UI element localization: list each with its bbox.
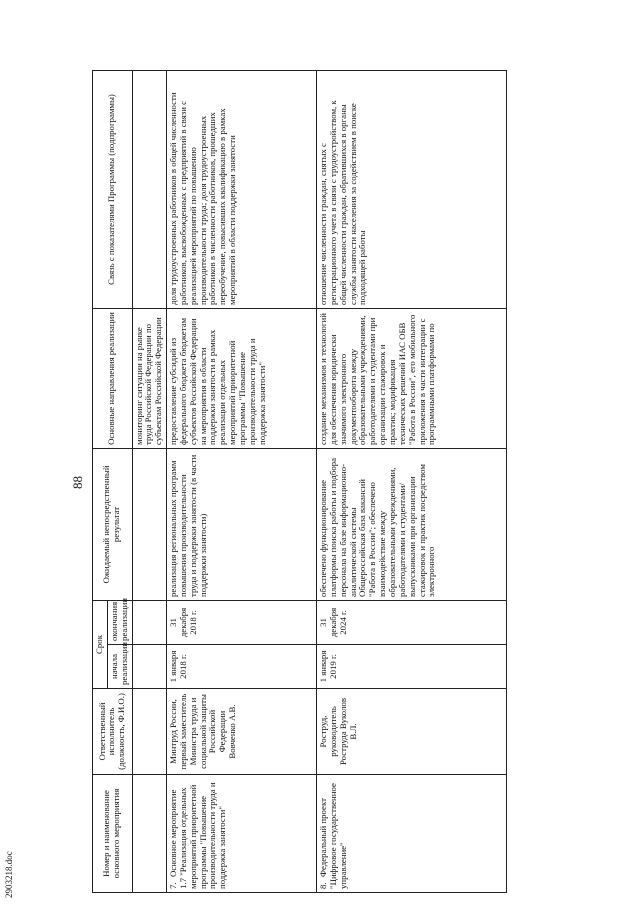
- table-row: [167, 70, 317, 892]
- header-period: Срок: [93, 600, 108, 688]
- row-result: обеспечено функционирование платформы поиска работы и подбора персонала на базе информационно-аналитической системы Общероссийская база вакансий "Работа в России"; обеспечено взаимодействие между образовательными учреждениями, работодателями и студентами/выпускниками при организации стажировок и практик посредством электронного: [317, 448, 507, 600]
- row-end: 31 декабря 2018 г.: [167, 600, 317, 644]
- table-row: [317, 70, 507, 892]
- row-directions: предоставление субсидий из федерального бюджета бюджетам субъектов Российской Федерации на мероприятия в области поддержки занятости в рамках реализации отдельных мероприятий приоритетной программы "Повышение производительности труда и поддержка занятости": [167, 308, 317, 448]
- table-header-row: [93, 70, 108, 892]
- header-directions: Основные направления реализации: [93, 308, 133, 448]
- row-name: Основное мероприятие 1.7 "Реализация отдельных мероприятий приоритетной программы "Повышение производительности труда и поддержка занятости": [168, 782, 228, 889]
- row-start: 1 января 2019 г.: [317, 645, 507, 689]
- row-link: доля трудоустроенных работников в общей численности работников, высвобожденных с предприятий в связи с реализацией мероприятий по повышению производительности труда; доля трудоустроенных работников в численности работников, прошедших переобучение, повысивших квалификацию в рамках мероприятий в области поддержки занятости: [167, 70, 317, 308]
- row-end: 31 декабря 2024 г.: [317, 600, 507, 644]
- header-result: Ожидаемый непосредственный результат: [93, 448, 133, 600]
- row-responsible: Роструд, руководитель Роструда Вуколов В.Л.: [317, 689, 507, 775]
- row-result: реализация региональных программ повышения производительности труда и поддержки занятости (в части поддержки занятости): [167, 448, 317, 600]
- header-start: начала реализации: [107, 645, 132, 689]
- row-number: 7.: [168, 882, 179, 889]
- header-link: Связь с показателями Программы (подпрограммы): [93, 70, 133, 308]
- row-directions: создание механизмов и технологий для обеспечения юридически значимого электронного документооборота между образовательными учреждениями, работодателями и студентами при организации стажировок и практик; модификация технических решений ИАС ОБВ "Работа в России", его мобильного приложения в части интеграции с программными платформами по: [317, 308, 507, 448]
- row-name: Федеральный проект "Цифровое государственное управление": [318, 783, 348, 889]
- continuation-directions: мониторинг ситуации на рынке труда Российской Федерации по субъектам Российской Федерации: [132, 308, 167, 448]
- row-number-name: [317, 775, 507, 893]
- program-activities-table: [92, 70, 507, 893]
- document-code: 2903218.doc: [4, 851, 14, 898]
- header-responsible: Ответственный исполнитель (должность, Ф.И.О.): [93, 689, 133, 775]
- header-number-name: Номер и наименование основного мероприятия: [93, 775, 133, 893]
- row-number-name: [167, 775, 317, 893]
- row-responsible: Минтруд России, первый заместитель Министра труда и социальной защиты Российской Федерации Вовченко А.В.: [167, 689, 317, 775]
- row-number: 8.: [318, 882, 329, 889]
- page-number: 88: [70, 476, 85, 489]
- row-start: 1 января 2018 г.: [167, 645, 317, 689]
- rotated-page: [60, 60, 640, 905]
- header-end: окончания реализации: [107, 600, 132, 644]
- table-row-continuation: [132, 70, 167, 892]
- row-link: отношение численности граждан, снятых с регистрационного учета в связи с трудоустройством, к общей численности граждан, обратившихся в органы службы занятости населения за содействием в поиске подходящей работы: [317, 70, 507, 308]
